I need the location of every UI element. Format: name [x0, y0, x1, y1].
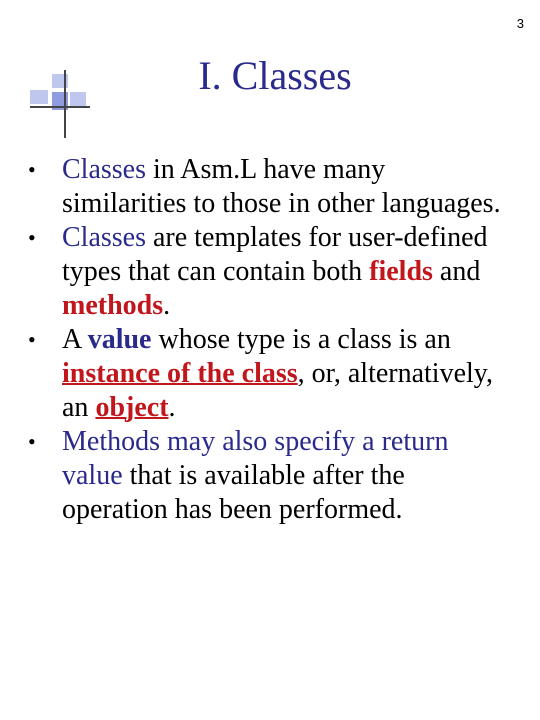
- slide-title: I. Classes: [198, 53, 352, 98]
- bullet-text: .: [163, 290, 171, 321]
- page-number: 3: [516, 16, 524, 31]
- bullet-icon: •: [28, 429, 36, 454]
- bullet-text: A: [62, 324, 88, 355]
- bullet-text: Classes: [62, 222, 146, 253]
- bullet-icon: •: [28, 327, 36, 352]
- bullet-text: and: [432, 256, 481, 287]
- bullet-item: [28, 323, 508, 425]
- bullet-text: , or, alternatively, an: [62, 358, 493, 423]
- bullet-item: [28, 425, 508, 527]
- bullet-text: object: [95, 392, 169, 423]
- bullet-icon: •: [28, 225, 36, 250]
- bullet-text: fields: [369, 256, 433, 287]
- bullet-text: instance of the class: [62, 358, 298, 389]
- bullet-text: Classes: [62, 154, 146, 185]
- bullet-text: in Asm.L have many similarities to those in other languages.: [62, 154, 501, 219]
- bullet-item: [28, 221, 508, 323]
- bullet-item: [28, 153, 508, 221]
- bullet-text: whose type is a class is an: [151, 324, 451, 355]
- bullet-text: methods: [62, 290, 164, 321]
- bullet-list: [28, 153, 508, 527]
- bullet-text: are templates for user-defined types that can contain both: [62, 222, 488, 287]
- bullet-text: Methods may also specify a return value: [62, 426, 449, 491]
- bullet-icon: •: [28, 157, 36, 182]
- bullet-text: value: [87, 324, 152, 355]
- bullet-text: that is available after the operation has been performed.: [62, 460, 405, 525]
- bullet-text: .: [168, 392, 176, 423]
